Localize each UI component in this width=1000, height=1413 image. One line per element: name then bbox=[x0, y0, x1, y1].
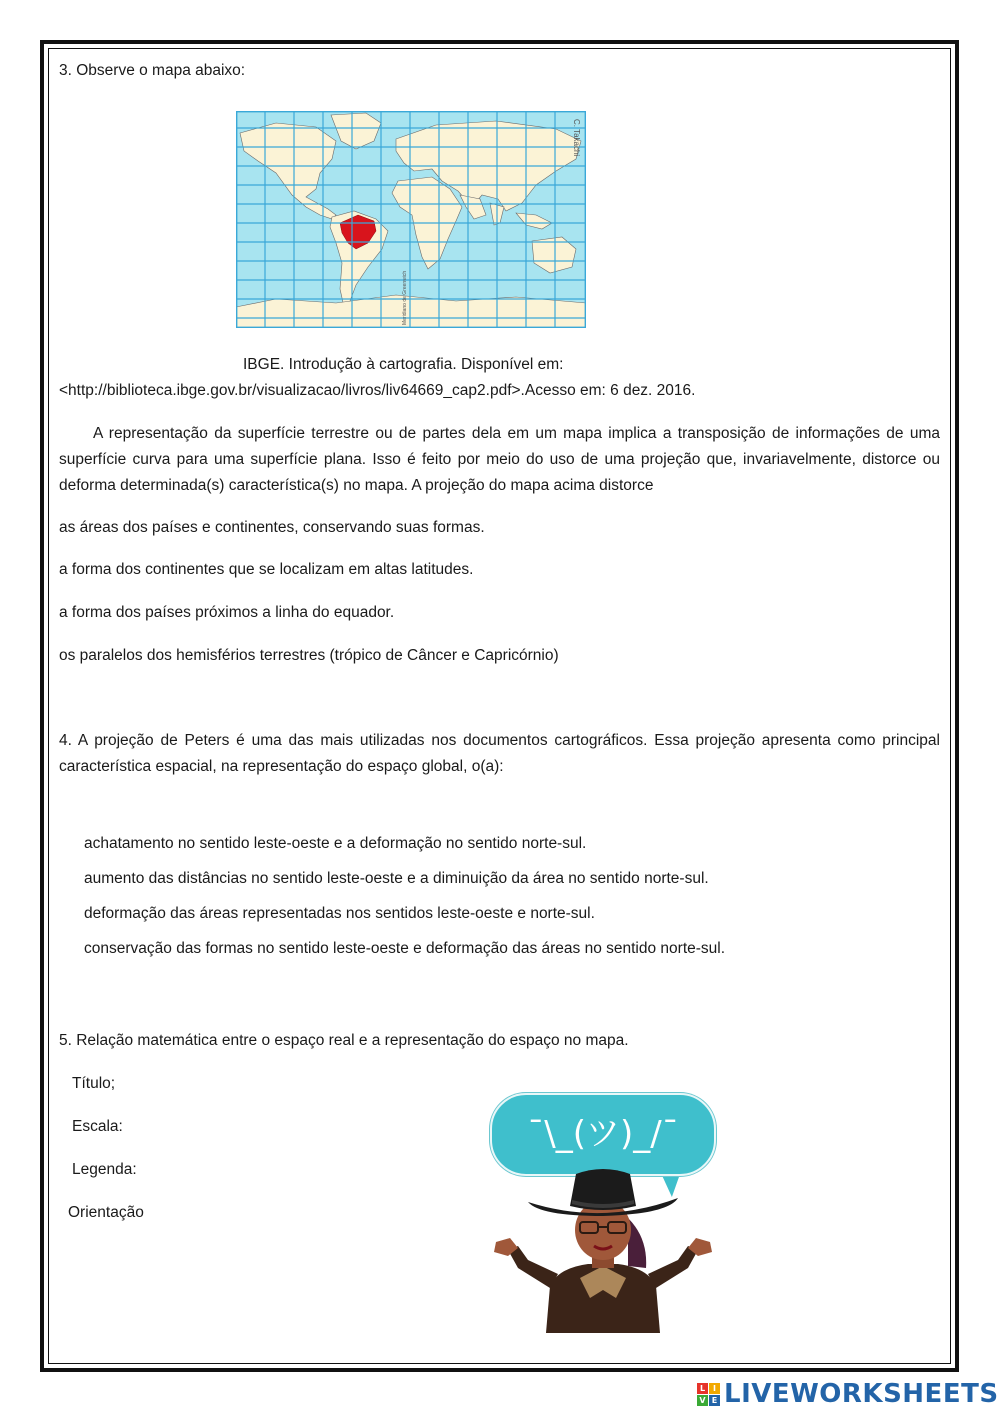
map-meridian-label: Meridiano de Greenwich bbox=[402, 270, 408, 325]
question-4-option-b[interactable]: aumento das distâncias no sentido leste-oeste e a diminuição da área no sentido norte-sul. bbox=[84, 870, 709, 887]
question-3-heading: 3. Observe o mapa abaixo: bbox=[59, 62, 246, 79]
source-line-1: IBGE. Introdução à cartografia. Disponível em: bbox=[243, 356, 564, 373]
avatar-right-arm bbox=[648, 1246, 698, 1288]
logo-mark-l: L bbox=[697, 1383, 708, 1394]
logo-mark-i: I bbox=[709, 1383, 720, 1394]
map-credit: C. Takachi bbox=[572, 119, 581, 157]
question-3-option-d[interactable]: os paralelos dos hemisférios terrestres (trópico de Câncer e Capricórnio) bbox=[59, 647, 559, 664]
avatar-left-arm bbox=[508, 1246, 558, 1288]
question-3-option-a[interactable]: as áreas dos países e continentes, conservando suas formas. bbox=[59, 519, 485, 536]
question-5-heading: 5. Relação matemática entre o espaço real e a representação do espaço no mapa. bbox=[59, 1032, 629, 1049]
question-5-item-orientation[interactable]: Orientação bbox=[68, 1204, 144, 1221]
liveworksheets-logo[interactable] bbox=[697, 1378, 999, 1410]
question-5-item-legend[interactable]: Legenda: bbox=[72, 1161, 137, 1178]
logo-mark-icon bbox=[697, 1383, 720, 1406]
logo-text: LIVEWORKSHEETS bbox=[724, 1379, 999, 1409]
question-4-option-c[interactable]: deformação das áreas representadas nos sentidos leste-oeste e norte-sul. bbox=[84, 905, 595, 922]
question-4-option-a[interactable]: achatamento no sentido leste-oeste e a deformação no sentido norte-sul. bbox=[84, 835, 587, 852]
question-4-option-d[interactable]: conservação das formas no sentido leste-oeste e deformação das áreas no sentido norte-sul. bbox=[84, 940, 726, 957]
world-map-figure bbox=[236, 111, 586, 328]
logo-mark-v: V bbox=[697, 1395, 708, 1406]
question-5-item-scale[interactable]: Escala: bbox=[72, 1118, 123, 1135]
question-5-item-title[interactable]: Título; bbox=[72, 1075, 116, 1092]
avatar-hair bbox=[628, 1218, 646, 1268]
logo-mark-e: E bbox=[709, 1395, 720, 1406]
question-3-paragraph: A representação da superfície terrestre ou de partes dela em um mapa implica a transposição de informações de uma superfície curva para uma superfície plana. Isso é feito por meio do uso de uma projeção que, invariavelmente, distorce ou deforma determinada(s) característica(s) no mapa. A projeção do mapa acima distorce bbox=[59, 425, 940, 494]
question-3-option-b[interactable]: a forma dos continentes que se localizam em altas latitudes. bbox=[59, 561, 474, 578]
speech-bubble: ¯\_(ツ)_/¯ bbox=[490, 1093, 716, 1176]
question-3-option-c[interactable]: a forma dos países próximos a linha do equador. bbox=[59, 604, 395, 621]
question-4-paragraph: 4. A projeção de Peters é uma das mais utilizadas nos documentos cartográficos. Essa projeção apresenta como principal característica espacial, na representação do espaço global, o(a): bbox=[59, 732, 940, 775]
source-line-2: <http://biblioteca.ibge.gov.br/visualizacao/livros/liv64669_cap2.pdf>.Acesso em: 6 dez. 2016. bbox=[59, 382, 696, 399]
shrug-avatar-sticker bbox=[488, 1168, 718, 1333]
